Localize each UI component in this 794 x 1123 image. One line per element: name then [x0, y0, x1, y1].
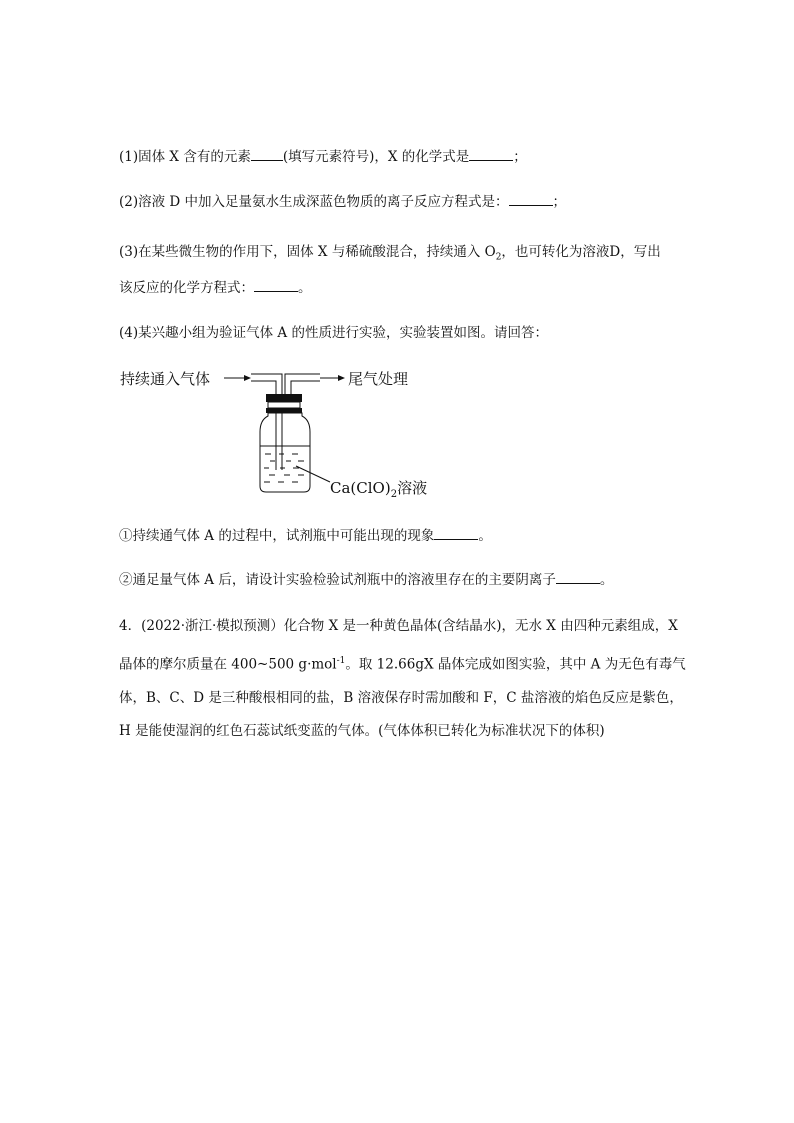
- question-3-line2: 该反应的化学方程式： 。: [119, 280, 312, 296]
- answer-blank[interactable]: [254, 279, 298, 292]
- answer-blank[interactable]: [251, 148, 283, 161]
- outlet-label: 尾气处理: [348, 370, 409, 388]
- answer-blank[interactable]: [509, 193, 553, 206]
- reagent-bottle: [260, 413, 310, 492]
- sub-question-2: ②通足量气体 A 后，请设计实验检验试剂瓶中的溶液里存在的主要阴离子 。: [119, 572, 614, 588]
- question-2: (2)溶液 D 中加入足量氨水生成深蓝色物质的离子反应方程式是： ；: [119, 194, 567, 210]
- inlet-tube: [251, 374, 282, 470]
- reagent-label: $Ca(ClO)_2$溶液: [330, 479, 428, 500]
- label-leader: [296, 466, 330, 482]
- liquid: [264, 454, 304, 482]
- answer-blank[interactable]: [469, 148, 513, 161]
- question-1: (1)固体 X 含有的元素 (填写元素符号)，X 的化学式是 ；: [119, 149, 527, 165]
- problem-4-line3: 体，B、C、D 是三种酸根相同的盐，B 溶液保存时需加酸和 F，C 盐溶液的焰色反应是紫色，: [119, 690, 683, 706]
- sub-question-1: ①持续通气体 A 的过程中，试剂瓶中可能出现的现象 。: [119, 528, 492, 544]
- problem-4-line1: 4．(2022·浙江·模拟预测）化合物 X 是一种黄色晶体(含结晶水)，无水 X 由四种元素组成，X: [119, 618, 678, 634]
- question-4: (4)某兴趣小组为验证气体 A 的性质进行实验，实验装置如图。请回答：: [119, 325, 548, 341]
- problem-4-line4: H 是能使湿润的红色石蕊试纸变蓝的气体。(气体体积已转化为标准状况下的体积): [119, 723, 605, 739]
- arrow-head-icon: [244, 375, 251, 381]
- answer-blank[interactable]: [556, 571, 600, 584]
- problem-4-line2: 晶体的摩尔质量在 400~500 g·mol$^{-1}$。取 12.66gX 晶体完成如图实验，其中 A 为无色有毒气: [119, 656, 686, 673]
- answer-blank[interactable]: [434, 527, 478, 540]
- gas-bottle-apparatus: [118, 362, 438, 502]
- stopper: [266, 394, 302, 402]
- arrow-head-icon: [338, 375, 345, 381]
- question-3-line1: (3)在某些微生物的作用下，固体 X 与稀硫酸混合，持续通入 $O_2$，也可转化为溶液D，写出: [119, 244, 661, 263]
- inlet-label: 持续通入气体: [120, 370, 211, 388]
